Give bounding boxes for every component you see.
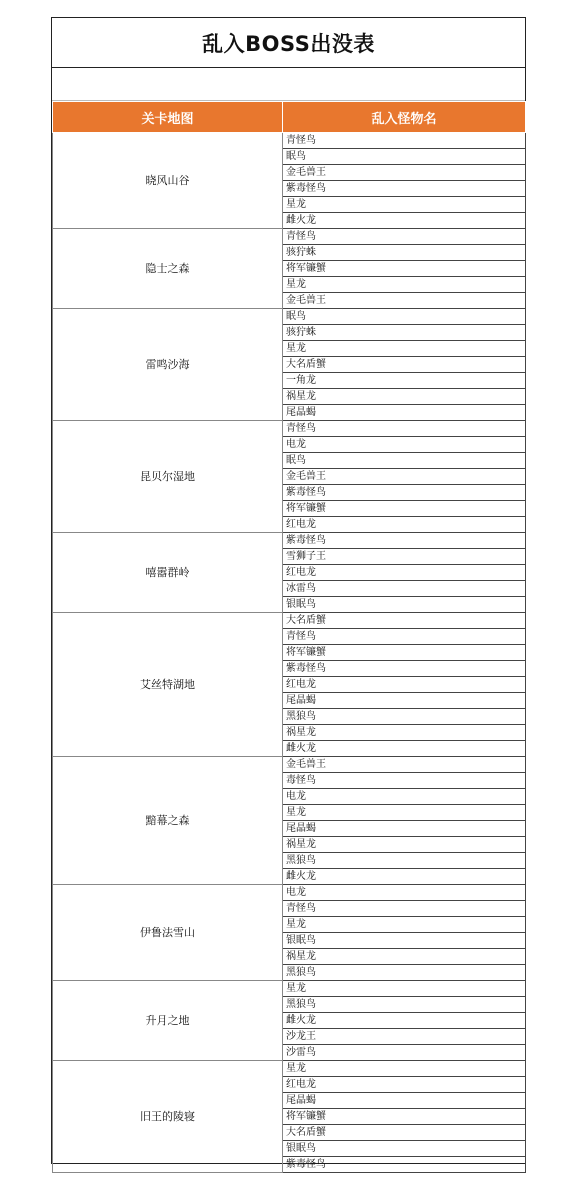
monster-name-cell: 冰雷鸟 — [283, 581, 526, 597]
monster-name-cell: 青怪鸟 — [283, 901, 526, 917]
monster-name-cell: 青怪鸟 — [283, 133, 526, 149]
monster-name-cell: 大名盾蟹 — [283, 1125, 526, 1141]
monster-name-cell: 眠鸟 — [283, 149, 526, 165]
table-row — [53, 309, 526, 325]
monster-name-cell: 青怪鸟 — [283, 629, 526, 645]
monster-name-cell: 星龙 — [283, 197, 526, 213]
page-title: 乱入BOSS出没表 — [52, 18, 525, 68]
monster-name-cell: 沙龙王 — [283, 1029, 526, 1045]
blank-row — [52, 68, 525, 101]
monster-name-cell: 金毛兽王 — [283, 469, 526, 485]
header-row — [53, 102, 526, 133]
monster-name-cell: 将军镰蟹 — [283, 1109, 526, 1125]
map-name-cell: 隐士之森 — [53, 229, 283, 309]
monster-name-cell: 黑狼鸟 — [283, 709, 526, 725]
monster-name-cell: 将军镰蟹 — [283, 261, 526, 277]
monster-name-cell: 将军镰蟹 — [283, 501, 526, 517]
monster-name-cell: 金毛兽王 — [283, 757, 526, 773]
monster-name-cell: 星龙 — [283, 917, 526, 933]
table-row — [53, 533, 526, 549]
map-name-cell: 旧王的陵寝 — [53, 1061, 283, 1173]
table-row — [53, 757, 526, 773]
monster-name-cell: 紫毒怪鸟 — [283, 485, 526, 501]
table-row — [53, 229, 526, 245]
monster-name-cell: 尾晶蝎 — [283, 821, 526, 837]
map-name-cell: 昆贝尔湿地 — [53, 421, 283, 533]
monster-name-cell: 雪狮子王 — [283, 549, 526, 565]
monster-name-cell: 星龙 — [283, 981, 526, 997]
monster-name-cell: 雌火龙 — [283, 869, 526, 885]
monster-name-cell: 尾晶蝎 — [283, 693, 526, 709]
table-row — [53, 421, 526, 437]
table-row — [53, 613, 526, 629]
monster-name-cell: 大名盾蟹 — [283, 357, 526, 373]
monster-name-cell: 红电龙 — [283, 677, 526, 693]
monster-name-cell: 祸星龙 — [283, 837, 526, 853]
monster-name-cell: 尾晶蝎 — [283, 405, 526, 421]
monster-name-cell: 毒怪鸟 — [283, 773, 526, 789]
table-row — [53, 885, 526, 901]
monster-name-cell: 眠鸟 — [283, 453, 526, 469]
monster-name-cell: 金毛兽王 — [283, 293, 526, 309]
monster-name-cell: 银眠鸟 — [283, 933, 526, 949]
monster-name-cell: 电龙 — [283, 437, 526, 453]
monster-name-cell: 骇狞蛛 — [283, 245, 526, 261]
monster-name-cell: 星龙 — [283, 805, 526, 821]
monster-name-cell: 尾晶蝎 — [283, 1093, 526, 1109]
header-monster: 乱入怪物名 — [283, 102, 526, 133]
map-name-cell: 艾丝特湖地 — [53, 613, 283, 757]
monster-name-cell: 沙雷鸟 — [283, 1045, 526, 1061]
table-row — [53, 981, 526, 997]
monster-name-cell: 青怪鸟 — [283, 421, 526, 437]
monster-name-cell: 银眠鸟 — [283, 597, 526, 613]
monster-name-cell: 祸星龙 — [283, 389, 526, 405]
monster-name-cell: 紫毒怪鸟 — [283, 1157, 526, 1173]
monster-name-cell: 大名盾蟹 — [283, 613, 526, 629]
table-body — [53, 133, 526, 1173]
map-name-cell: 黯幕之森 — [53, 757, 283, 885]
table-row — [53, 1061, 526, 1077]
monster-name-cell: 星龙 — [283, 277, 526, 293]
map-name-cell: 晓风山谷 — [53, 133, 283, 229]
monster-name-cell: 红电龙 — [283, 565, 526, 581]
map-name-cell: 雷鸣沙海 — [53, 309, 283, 421]
monster-name-cell: 星龙 — [283, 1061, 526, 1077]
monster-name-cell: 星龙 — [283, 341, 526, 357]
monster-name-cell: 银眠鸟 — [283, 1141, 526, 1157]
boss-table — [52, 101, 526, 1173]
monster-name-cell: 红电龙 — [283, 517, 526, 533]
monster-name-cell: 电龙 — [283, 789, 526, 805]
monster-name-cell: 电龙 — [283, 885, 526, 901]
monster-name-cell: 骇狞蛛 — [283, 325, 526, 341]
header-map: 关卡地图 — [53, 102, 283, 133]
table-row — [53, 133, 526, 149]
monster-name-cell: 雌火龙 — [283, 1013, 526, 1029]
monster-name-cell: 黑狼鸟 — [283, 997, 526, 1013]
boss-table-sheet — [51, 17, 526, 1170]
monster-name-cell: 红电龙 — [283, 1077, 526, 1093]
monster-name-cell: 黑狼鸟 — [283, 853, 526, 869]
monster-name-cell: 雌火龙 — [283, 213, 526, 229]
monster-name-cell: 紫毒怪鸟 — [283, 181, 526, 197]
monster-name-cell: 金毛兽王 — [283, 165, 526, 181]
monster-name-cell: 紫毒怪鸟 — [283, 533, 526, 549]
map-name-cell: 伊鲁法雪山 — [53, 885, 283, 981]
map-name-cell: 升月之地 — [53, 981, 283, 1061]
monster-name-cell: 雌火龙 — [283, 741, 526, 757]
map-name-cell: 嘻嚣群岭 — [53, 533, 283, 613]
monster-name-cell: 黑狼鸟 — [283, 965, 526, 981]
monster-name-cell: 祸星龙 — [283, 725, 526, 741]
monster-name-cell: 紫毒怪鸟 — [283, 661, 526, 677]
monster-name-cell: 一角龙 — [283, 373, 526, 389]
monster-name-cell: 将军镰蟹 — [283, 645, 526, 661]
monster-name-cell: 青怪鸟 — [283, 229, 526, 245]
monster-name-cell: 眠鸟 — [283, 309, 526, 325]
monster-name-cell: 祸星龙 — [283, 949, 526, 965]
